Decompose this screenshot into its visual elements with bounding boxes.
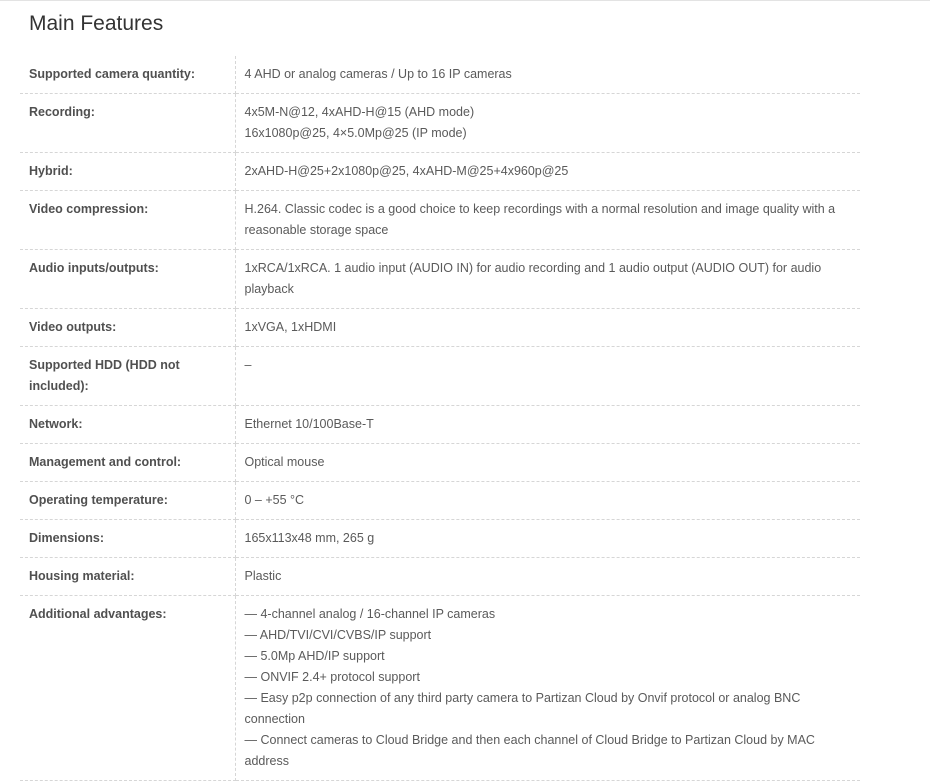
table-row bbox=[20, 347, 860, 406]
feature-value-line: 1xVGA, 1xHDMI bbox=[244, 320, 337, 334]
table-row bbox=[20, 520, 860, 558]
feature-value bbox=[235, 406, 860, 444]
feature-label: Supported camera quantity: bbox=[20, 56, 235, 94]
feature-value-line: 2xAHD-H@25+2x1080p@25, 4xAHD-M@25+4x960p@25 bbox=[244, 164, 569, 178]
feature-value bbox=[235, 558, 860, 596]
feature-value-line: — 4-channel analog / 16-channel IP cameras bbox=[244, 607, 496, 621]
feature-value bbox=[235, 191, 860, 250]
feature-value-line: Ethernet 10/100Base-T bbox=[244, 417, 374, 431]
feature-value-line: — Easy p2p connection of any third party camera to Partizan Cloud by Onvif protocol or analog BNC connection bbox=[244, 691, 801, 726]
feature-label: Additional advantages: bbox=[20, 596, 235, 781]
feature-label: Housing material: bbox=[20, 558, 235, 596]
table-row bbox=[20, 482, 860, 520]
feature-value bbox=[235, 94, 860, 153]
table-row bbox=[20, 250, 860, 309]
table-row bbox=[20, 153, 860, 191]
feature-label: Network: bbox=[20, 406, 235, 444]
table-row bbox=[20, 309, 860, 347]
feature-value-line: 4x5M-N@12, 4xAHD-H@15 (AHD mode) bbox=[244, 105, 475, 119]
feature-value-line: Plastic bbox=[244, 569, 282, 583]
feature-label: Operating temperature: bbox=[20, 482, 235, 520]
table-row bbox=[20, 191, 860, 250]
feature-value-line: — Connect cameras to Cloud Bridge and then each channel of Cloud Bridge to Partizan Cloud by MAC address bbox=[244, 733, 815, 768]
feature-value bbox=[235, 347, 860, 406]
feature-label: Dimensions: bbox=[20, 520, 235, 558]
feature-value bbox=[235, 444, 860, 482]
feature-label: Management and control: bbox=[20, 444, 235, 482]
feature-label: Recording: bbox=[20, 94, 235, 153]
feature-label: Video compression: bbox=[20, 191, 235, 250]
top-divider bbox=[0, 0, 930, 1]
feature-label: Supported HDD (HDD not included): bbox=[20, 347, 235, 406]
feature-value bbox=[235, 596, 860, 781]
feature-value-line: Optical mouse bbox=[244, 455, 325, 469]
table-row bbox=[20, 596, 860, 781]
feature-value bbox=[235, 520, 860, 558]
feature-value-line: — 5.0Mp AHD/IP support bbox=[244, 649, 385, 663]
feature-label: Video outputs: bbox=[20, 309, 235, 347]
feature-value-line: 16x1080p@25, 4×5.0Mp@25 (IP mode) bbox=[244, 126, 467, 140]
feature-value-line: 4 AHD or analog cameras / Up to 16 IP cameras bbox=[244, 67, 512, 81]
features-table-body bbox=[20, 56, 860, 781]
features-table bbox=[20, 56, 860, 781]
feature-label: Audio inputs/outputs: bbox=[20, 250, 235, 309]
feature-value bbox=[235, 482, 860, 520]
table-row bbox=[20, 56, 860, 94]
feature-value-line: — ONVIF 2.4+ protocol support bbox=[244, 670, 420, 684]
feature-value-line: – bbox=[244, 358, 252, 372]
table-row bbox=[20, 558, 860, 596]
feature-label: Hybrid: bbox=[20, 153, 235, 191]
feature-value bbox=[235, 250, 860, 309]
feature-value bbox=[235, 153, 860, 191]
table-row bbox=[20, 94, 860, 153]
feature-value bbox=[235, 56, 860, 94]
feature-value-line: 1xRCA/1xRCA. 1 audio input (AUDIO IN) for audio recording and 1 audio output (AUDIO OUT) for audio playback bbox=[244, 261, 822, 296]
section-title: Main Features bbox=[29, 12, 164, 35]
feature-value-line: — AHD/TVI/CVI/CVBS/IP support bbox=[244, 628, 432, 642]
table-row bbox=[20, 406, 860, 444]
feature-value-line: 0 – +55 °C bbox=[244, 493, 305, 507]
feature-value bbox=[235, 309, 860, 347]
feature-value-line: 165x113x48 mm, 265 g bbox=[244, 531, 375, 545]
table-row bbox=[20, 444, 860, 482]
feature-value-line: H.264. Classic codec is a good choice to keep recordings with a normal resolution and image quality with a reasonable storage space bbox=[244, 202, 836, 237]
